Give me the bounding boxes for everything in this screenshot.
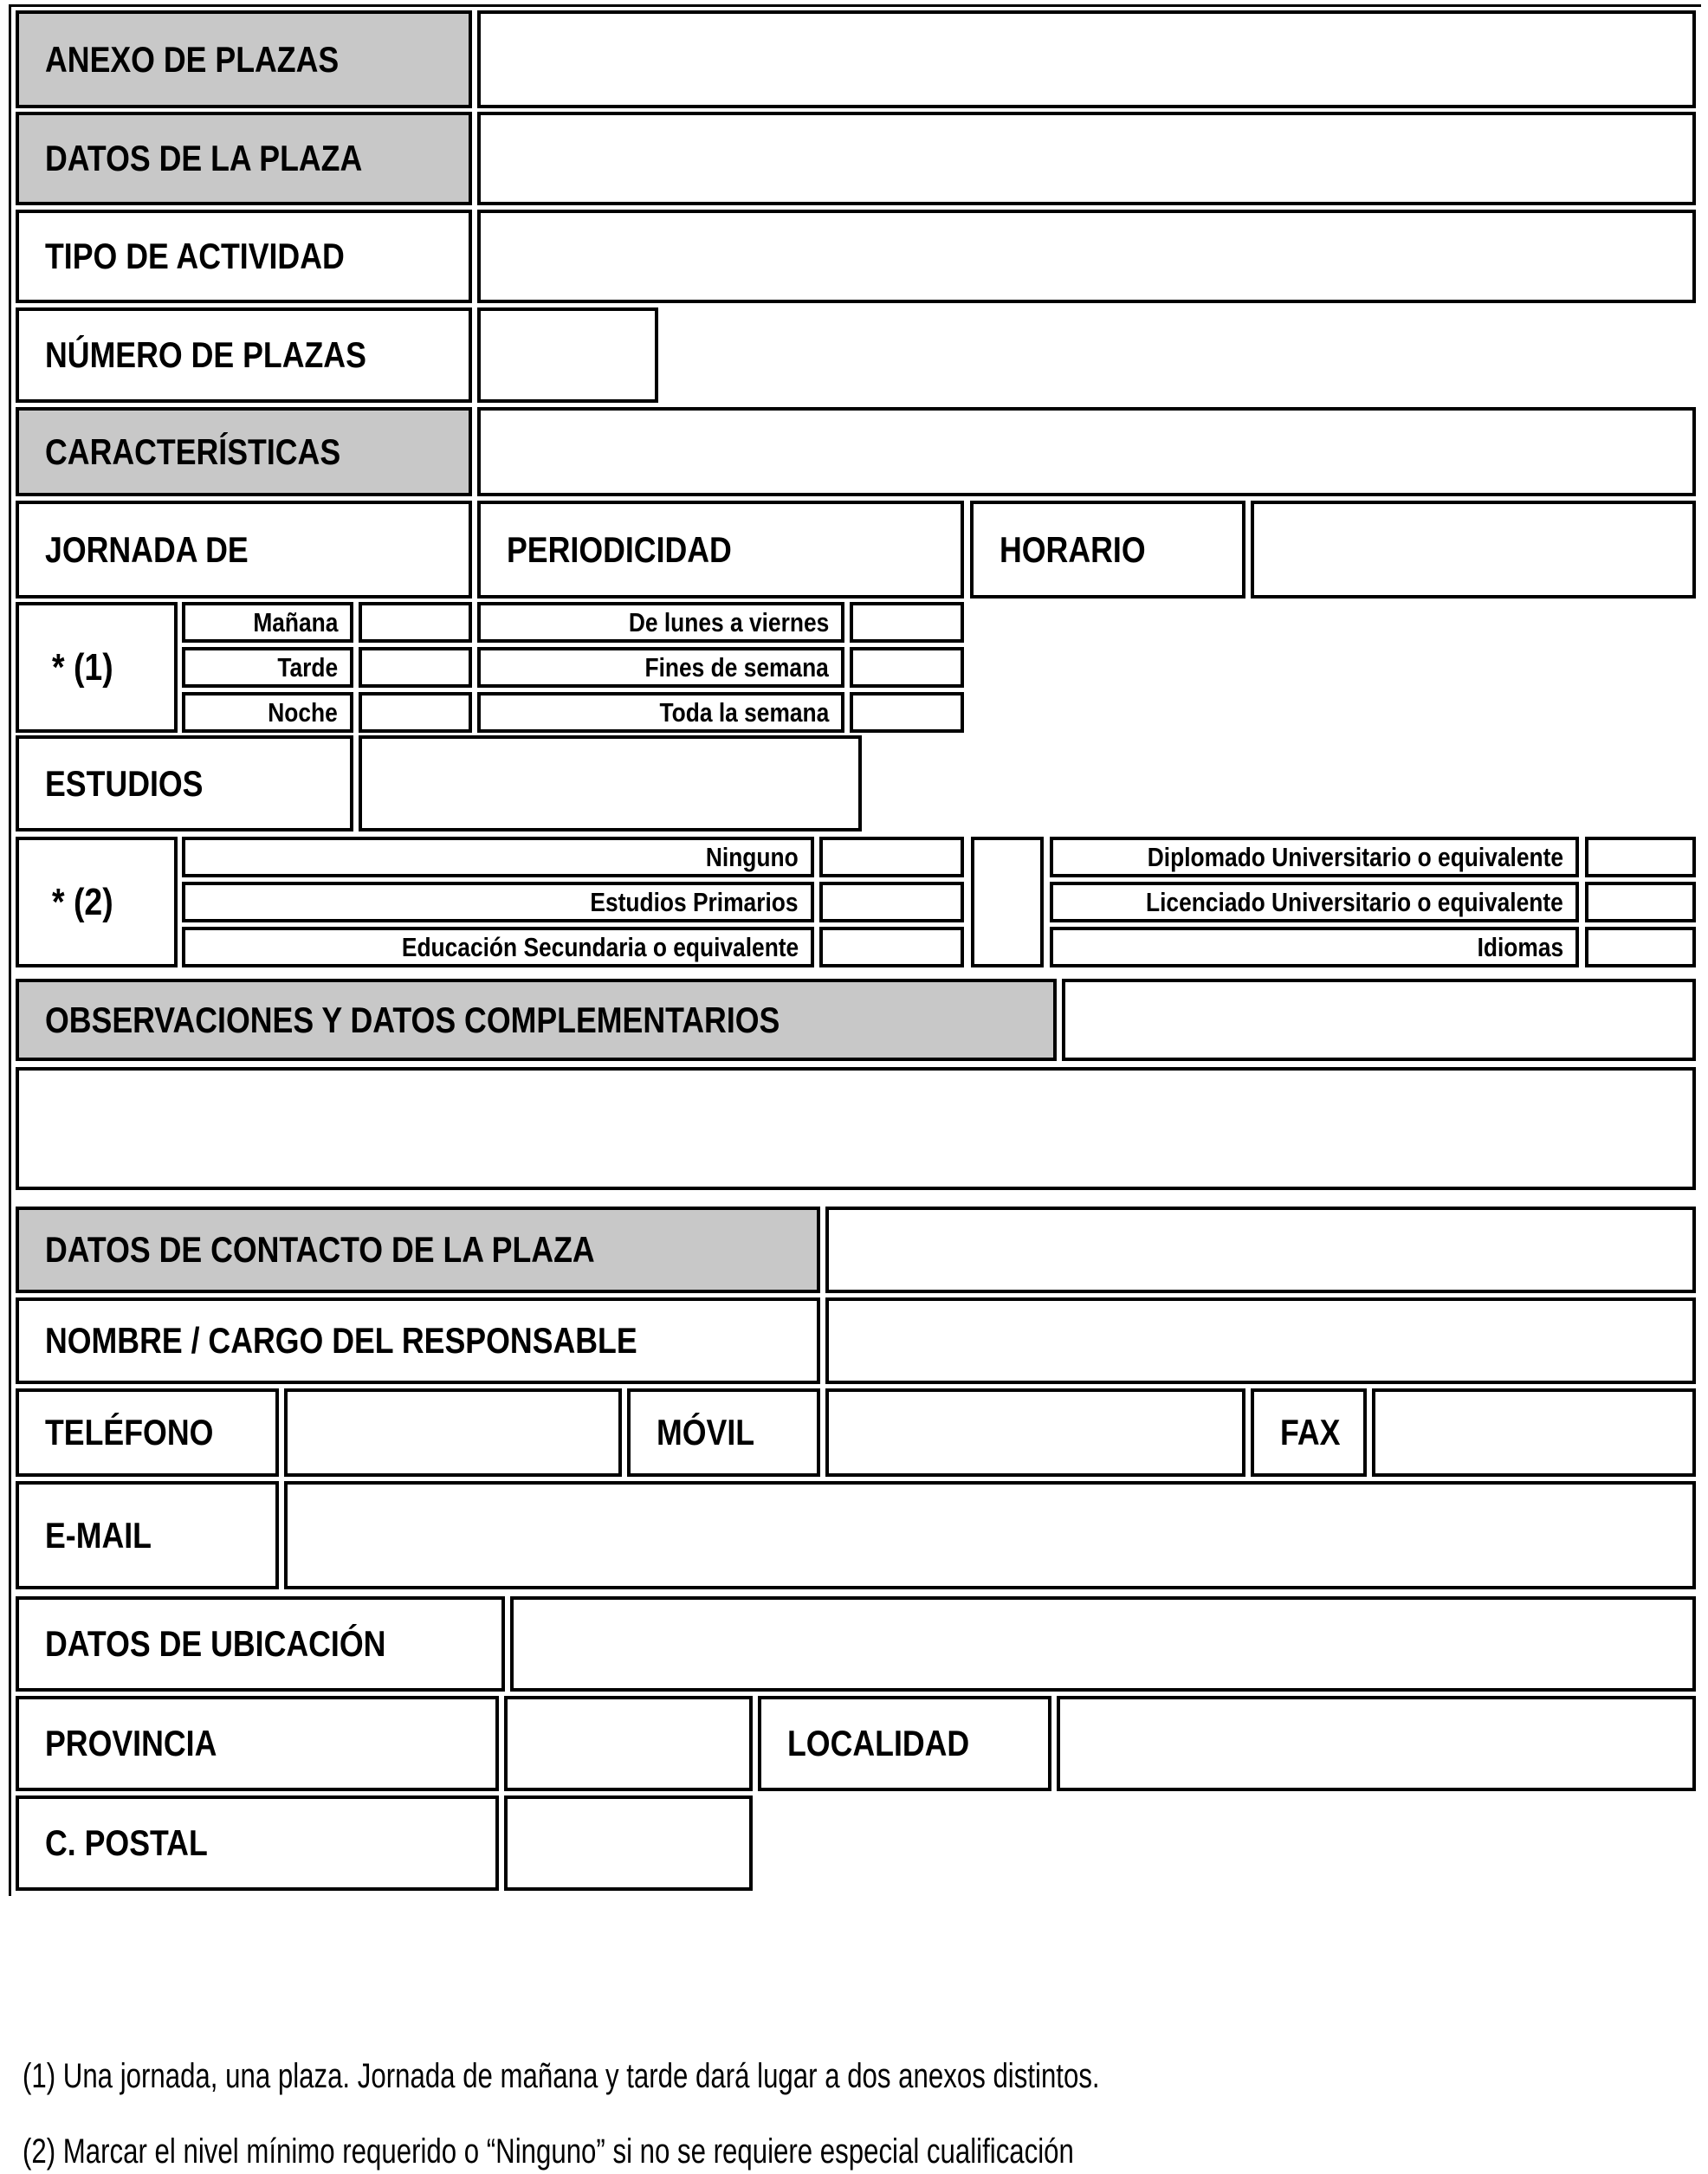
nombre-cargo-label: NOMBRE / CARGO DEL RESPONSABLE [45, 1320, 637, 1361]
noche-text: Noche [268, 696, 338, 728]
ubicacion-label: DATOS DE UBICACIÓN [45, 1623, 386, 1664]
localidad-label: LOCALIDAD [787, 1723, 970, 1763]
observaciones-header [16, 979, 1057, 1061]
footnote-2 [23, 2132, 1370, 2171]
noche-checkbox[interactable] [359, 692, 472, 733]
ninguno-checkbox[interactable] [819, 837, 964, 877]
horario-label: HORARIO [1000, 528, 1146, 570]
numero-plazas-field[interactable] [477, 307, 658, 403]
cpostal-label: C. POSTAL [45, 1822, 208, 1863]
lunes-viernes-option-label [477, 602, 844, 643]
educacion-secundaria-option-label [182, 927, 814, 967]
manana-checkbox[interactable] [359, 602, 472, 643]
caracteristicas-field[interactable] [477, 407, 1696, 496]
periodicidad-label: PERIODICIDAD [507, 528, 732, 570]
ubicacion-side-field[interactable] [510, 1596, 1696, 1692]
fax-header [1251, 1388, 1367, 1477]
toda-semana-checkbox[interactable] [850, 692, 964, 733]
contacto-header [16, 1207, 820, 1293]
idiomas-checkbox[interactable] [1585, 927, 1696, 967]
diplomado-option-label [1050, 837, 1579, 877]
estudios-note-cell [16, 837, 178, 967]
estudios-label: ESTUDIOS [45, 762, 204, 804]
provincia-header [16, 1696, 499, 1791]
tipo-actividad-label: TIPO DE ACTIVIDAD [45, 236, 345, 276]
numero-plazas-label: NÚMERO DE PLAZAS [45, 334, 366, 375]
email-field[interactable] [284, 1481, 1696, 1589]
toda-semana-option-label [477, 692, 844, 733]
anexo-field[interactable] [477, 10, 1696, 108]
movil-header [627, 1388, 820, 1477]
email-label: E-MAIL [45, 1514, 152, 1556]
horario-field[interactable] [1251, 501, 1696, 598]
anexo-de-plazas-label: ANEXO DE PLAZAS [45, 38, 340, 80]
numero-plazas-header [16, 307, 472, 403]
caracteristicas-label: CARACTERÍSTICAS [45, 430, 341, 472]
lunes-viernes-text: De lunes a viernes [628, 606, 829, 637]
telefono-label: TELÉFONO [45, 1412, 214, 1453]
licenciado-option-label [1050, 882, 1579, 922]
footnote-1-text: (1) Una jornada, una plaza. Jornada de mañana y tarde dará lugar a dos anexos distintos. [23, 2057, 1100, 2095]
provincia-field[interactable] [504, 1696, 753, 1791]
ubicacion-header [16, 1596, 505, 1692]
fax-label: FAX [1280, 1412, 1341, 1453]
jornada-de-header [16, 501, 472, 598]
estudios-header [16, 735, 353, 831]
footnote-1 [23, 2057, 1403, 2096]
toda-semana-text: Toda la semana [659, 696, 829, 728]
noche-option-label [182, 692, 353, 733]
horario-header [970, 501, 1245, 598]
datos-plaza-label: DATOS DE LA PLAZA [45, 138, 363, 178]
localidad-header [758, 1696, 1051, 1791]
nombre-cargo-field[interactable] [825, 1297, 1696, 1384]
datos-plaza-field[interactable] [477, 112, 1696, 205]
contacto-label: DATOS DE CONTACTO DE LA PLAZA [45, 1229, 595, 1270]
anexo-de-plazas-header [16, 10, 472, 108]
estudios-primarios-text: Estudios Primarios [590, 886, 799, 917]
estudios-primarios-option-label [182, 882, 814, 922]
tipo-actividad-field[interactable] [477, 210, 1696, 303]
observaciones-label: OBSERVACIONES Y DATOS COMPLEMENTARIOS [45, 999, 780, 1040]
outer-left-border [9, 4, 11, 1896]
contacto-side-field[interactable] [825, 1207, 1696, 1293]
provincia-label: PROVINCIA [45, 1723, 217, 1763]
educacion-secundaria-text: Educación Secundaria o equivalente [401, 931, 799, 962]
movil-label: MÓVIL [657, 1412, 755, 1453]
jornada-de-label: JORNADA DE [45, 528, 249, 570]
tarde-checkbox[interactable] [359, 647, 472, 688]
jornada-note-cell [16, 602, 178, 733]
observaciones-textarea[interactable] [16, 1067, 1696, 1190]
cpostal-header [16, 1795, 499, 1891]
fines-semana-checkbox[interactable] [850, 647, 964, 688]
caracteristicas-header [16, 407, 472, 496]
ninguno-option-label [182, 837, 814, 877]
fines-semana-option-label [477, 647, 844, 688]
movil-field[interactable] [825, 1388, 1245, 1477]
estudios-note-label: * (2) [52, 880, 113, 923]
lunes-viernes-checkbox[interactable] [850, 602, 964, 643]
estudios-primarios-checkbox[interactable] [819, 882, 964, 922]
diplomado-text: Diplomado Universitario o equivalente [1147, 841, 1563, 872]
tarde-text: Tarde [277, 651, 338, 683]
email-header [16, 1481, 279, 1589]
tipo-actividad-header [16, 210, 472, 303]
idiomas-option-label [1050, 927, 1579, 967]
telefono-field[interactable] [284, 1388, 622, 1477]
fines-semana-text: Fines de semana [644, 651, 829, 683]
jornada-note-label: * (1) [52, 645, 113, 689]
estudios-spacer-cell [971, 837, 1044, 967]
fax-field[interactable] [1372, 1388, 1696, 1477]
observaciones-side-field[interactable] [1062, 979, 1696, 1061]
educacion-secundaria-checkbox[interactable] [819, 927, 964, 967]
licenciado-checkbox[interactable] [1585, 882, 1696, 922]
idiomas-text: Idiomas [1477, 931, 1563, 962]
tarde-option-label [182, 647, 353, 688]
manana-option-label [182, 602, 353, 643]
nombre-cargo-header [16, 1297, 820, 1384]
licenciado-text: Licenciado Universitario o equivalente [1146, 886, 1563, 917]
ninguno-text: Ninguno [706, 841, 799, 872]
footnote-2-text: (2) Marcar el nivel mínimo requerido o “Ninguno” si no se requiere especial cualificación [23, 2132, 1074, 2171]
cpostal-field[interactable] [504, 1795, 753, 1891]
estudios-field[interactable] [359, 735, 862, 831]
outer-top-border [9, 4, 1701, 7]
periodicidad-header [477, 501, 964, 598]
manana-text: Mañana [252, 606, 338, 637]
datos-plaza-header [16, 112, 472, 205]
telefono-header [16, 1388, 279, 1477]
diplomado-checkbox[interactable] [1585, 837, 1696, 877]
localidad-field[interactable] [1057, 1696, 1696, 1791]
